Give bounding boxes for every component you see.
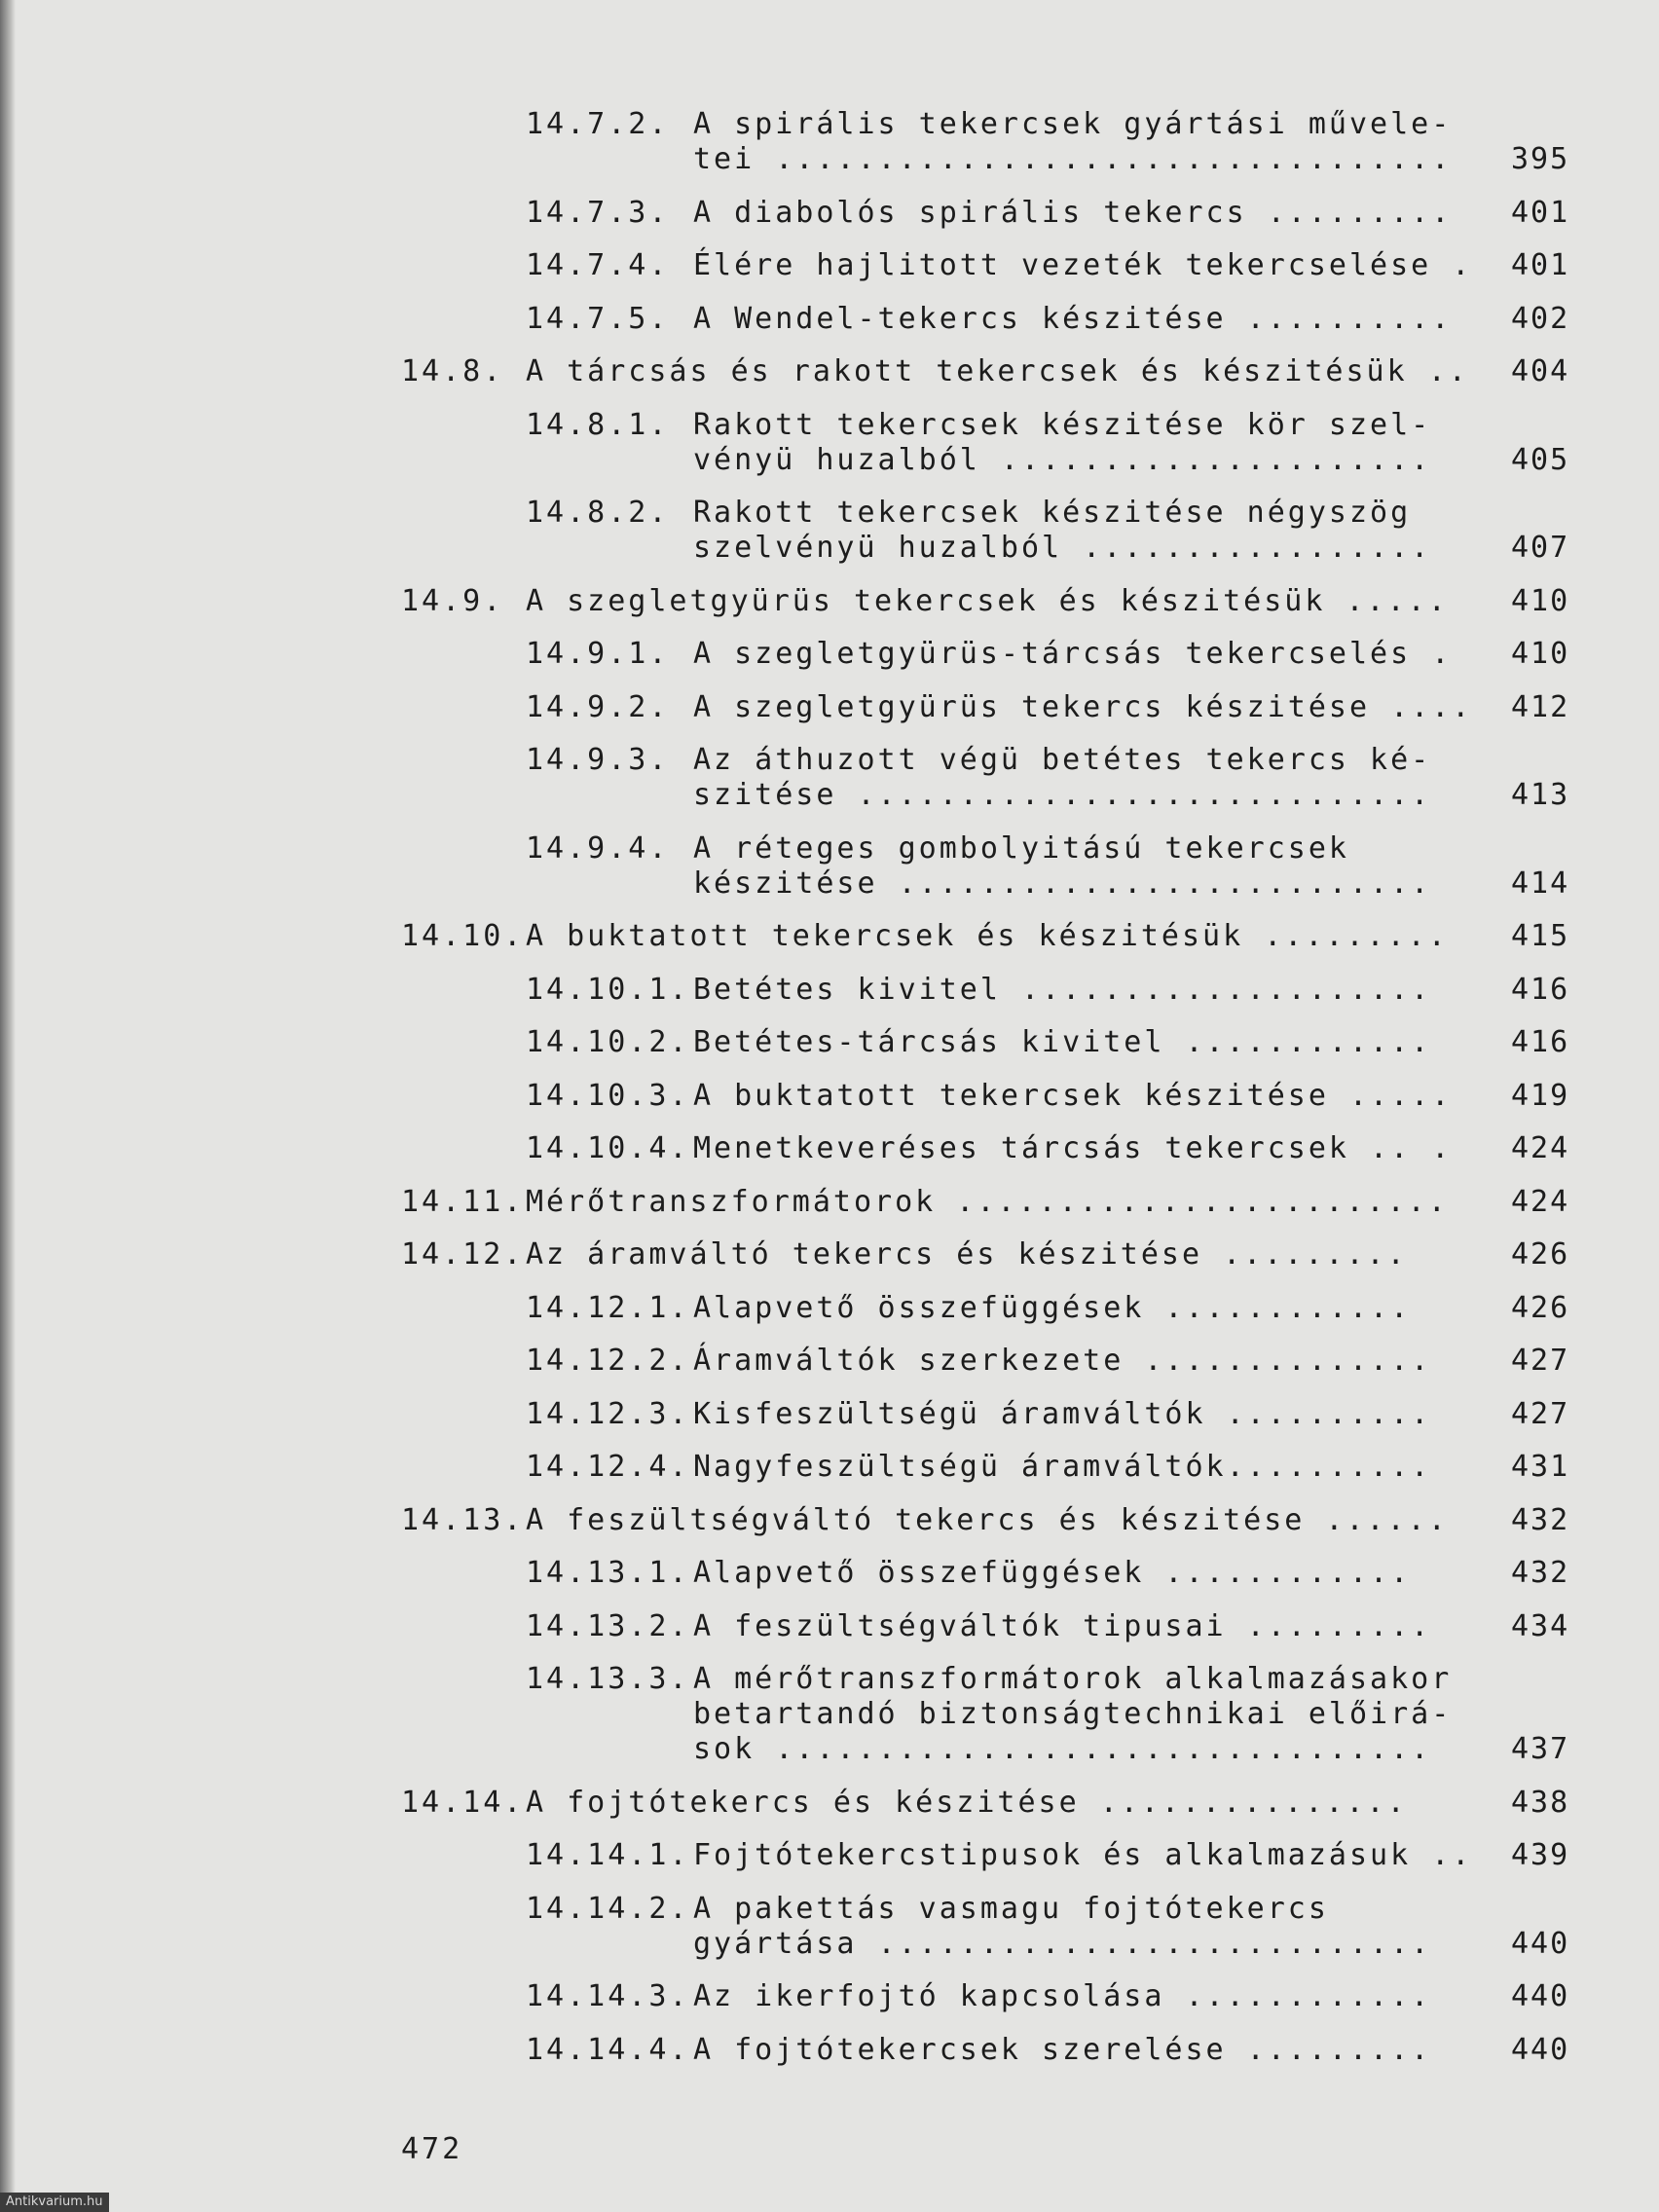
toc-entry-title-line: A szegletgyürüs tekercs készitése .... (693, 689, 1473, 724)
toc-entry-page: 395 (1511, 142, 1570, 176)
toc-entry-number: 14.12.4. (526, 1450, 690, 1484)
toc-entry-number: 14.7.3. (526, 195, 670, 230)
toc-entry-number: 14.8.1. (526, 407, 670, 442)
toc-entry-number: 14.9. (401, 583, 504, 618)
toc-entry-title-line: A fojtótekercs és készitése ............... (526, 1785, 1408, 1820)
toc-entry-page: 432 (1511, 1556, 1570, 1590)
toc-entry-title-line: Az ikerfojtó kapcsolása ............ (693, 1979, 1432, 2013)
toc-entry-page: 438 (1511, 1785, 1570, 1820)
toc-entry-page: 424 (1511, 1184, 1570, 1219)
toc-entry-page: 437 (1511, 1732, 1570, 1766)
toc-entry-page: 440 (1511, 1926, 1570, 1961)
toc-entry-title-line: A pakettás vasmagu fojtótekercs (693, 1891, 1329, 1926)
toc-entry-number: 14.10.4. (526, 1131, 690, 1165)
toc-entry-title-line: A fojtótekercsek szerelése ......... (693, 2032, 1432, 2067)
toc-entry-number: 14.14.3. (526, 1979, 690, 2013)
toc-entry-page: 407 (1511, 531, 1570, 565)
toc-entry-title-line: A tárcsás és rakott tekercsek és készitésük .. (526, 354, 1469, 388)
toc-entry-number: 14.12.2. (526, 1344, 690, 1378)
toc-entry-number: 14.10. (401, 919, 525, 953)
toc-entry-title-line: tei ................................. (693, 142, 1453, 176)
toc-entry-number: 14.14.2. (526, 1891, 690, 1926)
toc-entry-page: 410 (1511, 637, 1570, 671)
toc-entry-page: 427 (1511, 1344, 1570, 1378)
toc-entry-title-line: betartandó biztonságtechnikai előirá- (693, 1697, 1453, 1731)
toc-entry-page: 431 (1511, 1450, 1570, 1484)
toc-entry-title-line: A buktatott tekercsek készitése ..... (693, 1078, 1453, 1113)
toc-entry-page: 426 (1511, 1237, 1570, 1272)
toc-entry-number: 14.10.3. (526, 1078, 690, 1113)
toc-entry-title-line: A réteges gombolyitású tekercsek (693, 830, 1349, 866)
toc-entry-title-line: A spirális tekercsek gyártási művele- (693, 107, 1453, 141)
toc-entry-title-line: A szegletgyürüs tekercsek és készitésük ..... (526, 583, 1449, 618)
toc-entry-number: 14.10.2. (526, 1025, 690, 1059)
toc-entry-title-line: A buktatott tekercsek és készitésük ......... (526, 919, 1449, 953)
toc-entry-number: 14.10.1. (526, 972, 690, 1007)
toc-entry-number: 14.9.1. (526, 637, 670, 671)
toc-entry-number: 14.14.4. (526, 2032, 690, 2067)
toc-entry-title-line: Betétes kivitel .................... (693, 972, 1432, 1007)
toc-entry-title-line: Betétes-tárcsás kivitel ............ (693, 1025, 1432, 1059)
toc-entry-number: 14.13.2. (526, 1608, 690, 1643)
toc-entry-page: 416 (1511, 1025, 1570, 1059)
toc-entry-page: 401 (1511, 195, 1570, 230)
toc-entry-page: 404 (1511, 354, 1570, 388)
toc-entry-number: 14.13. (401, 1502, 525, 1537)
toc-entry-page: 416 (1511, 972, 1570, 1007)
toc-entry-number: 14.13.3. (526, 1662, 690, 1696)
toc-entry-number: 14.9.4. (526, 830, 670, 866)
toc-entry-number: 14.14. (401, 1785, 525, 1820)
toc-entry-title-line: gyártása ........................... (693, 1926, 1432, 1961)
toc-entry-page: 432 (1511, 1502, 1570, 1537)
toc-entry-number: 14.12.1. (526, 1290, 690, 1325)
toc-entry-title-line: Fojtótekercstipusok és alkalmazásuk .. (693, 1838, 1473, 1872)
toc-entry-title-line: vényü huzalból ..................... (693, 442, 1432, 477)
toc-entry-page: 402 (1511, 301, 1570, 336)
toc-entry-title-line: Alapvető összefüggések ............ (693, 1290, 1412, 1325)
toc-entry-number: 14.12. (401, 1237, 525, 1272)
toc-entry-number: 14.14.1. (526, 1838, 690, 1872)
toc-entry-page: 415 (1511, 919, 1570, 953)
toc-entry-title-line: készitése .......................... (693, 866, 1432, 901)
toc-entry-title-line: Nagyfeszültségü áramváltók.......... (693, 1450, 1432, 1484)
toc-entry-page: 410 (1511, 583, 1570, 618)
toc-entry-title-line: Kisfeszültségü áramváltók .......... (693, 1396, 1432, 1431)
toc-entry-title-line: Menetkeveréses tárcsás tekercsek .. . (693, 1131, 1453, 1165)
toc-entry-page: 439 (1511, 1838, 1570, 1872)
toc-entry-number: 14.9.3. (526, 743, 670, 777)
toc-entry-page: 412 (1511, 689, 1570, 724)
toc-entry-number: 14.9.2. (526, 689, 670, 724)
toc-entry-page: 424 (1511, 1131, 1570, 1165)
toc-entry-number: 14.7.5. (526, 301, 670, 336)
toc-entry-page: 426 (1511, 1290, 1570, 1325)
toc-entry-number: 14.7.4. (526, 248, 670, 282)
toc-entry-page: 414 (1511, 866, 1570, 901)
watermark: Antikvarium.hu (0, 2193, 109, 2212)
toc-entry-page: 405 (1511, 442, 1570, 477)
toc-entry-title-line: Alapvető összefüggések ............ (693, 1556, 1412, 1590)
toc-entry-title-line: Rakott tekercsek készitése négyszög (693, 496, 1412, 530)
toc-entry-title-line: A feszültségváltók tipusai ......... (693, 1608, 1432, 1643)
toc-entry-page: 413 (1511, 778, 1570, 812)
toc-entry-number: 14.11. (401, 1184, 525, 1219)
toc-entry-number: 14.13.1. (526, 1556, 690, 1590)
toc-entry-title-line: A szegletgyürüs-tárcsás tekercselés . (693, 637, 1453, 671)
toc-entry-title-line: sok ................................ (693, 1732, 1432, 1766)
toc-entry-title-line: Élére hajlitott vezeték tekercselése . (693, 248, 1473, 282)
toc-entry-title-line: Az áramváltó tekercs és készitése ......... (526, 1237, 1408, 1272)
toc-entry-number: 14.12.3. (526, 1396, 690, 1431)
toc-entry-title-line: Az áthuzott végü betétes tekercs ké- (693, 743, 1432, 777)
toc-entry-title-line: A mérőtranszformátorok alkalmazásakor (693, 1662, 1453, 1696)
toc-entry-title-line: A diabolós spirális tekercs ......... (693, 195, 1453, 230)
toc-entry-page: 440 (1511, 1979, 1570, 2013)
toc-entry-title-line: A Wendel-tekercs készitése .......... (693, 301, 1453, 336)
toc-entry-number: 14.7.2. (526, 107, 670, 141)
toc-entry-page: 427 (1511, 1396, 1570, 1431)
toc-entry-title-line: Mérőtranszformátorok ........................ (526, 1184, 1449, 1219)
toc-entry-number: 14.8.2. (526, 496, 670, 530)
toc-entry-title-line: Áramváltók szerkezete .............. (693, 1344, 1432, 1378)
toc-entry-title-line: A feszültségváltó tekercs és készitése ...... (526, 1502, 1449, 1537)
toc-entry-title-line: szitése ............................ (693, 778, 1432, 812)
toc-entry-page: 401 (1511, 248, 1570, 282)
toc-entry-title-line: Rakott tekercsek készitése kör szel- (693, 407, 1432, 442)
toc-entry-title-line: szelvényü huzalból ................. (693, 531, 1432, 565)
page-number: 472 (401, 2132, 463, 2166)
toc-entry-page: 434 (1511, 1608, 1570, 1643)
toc-entry-page: 440 (1511, 2032, 1570, 2067)
toc-entry-number: 14.8. (401, 354, 504, 388)
toc-entry-page: 419 (1511, 1078, 1570, 1113)
